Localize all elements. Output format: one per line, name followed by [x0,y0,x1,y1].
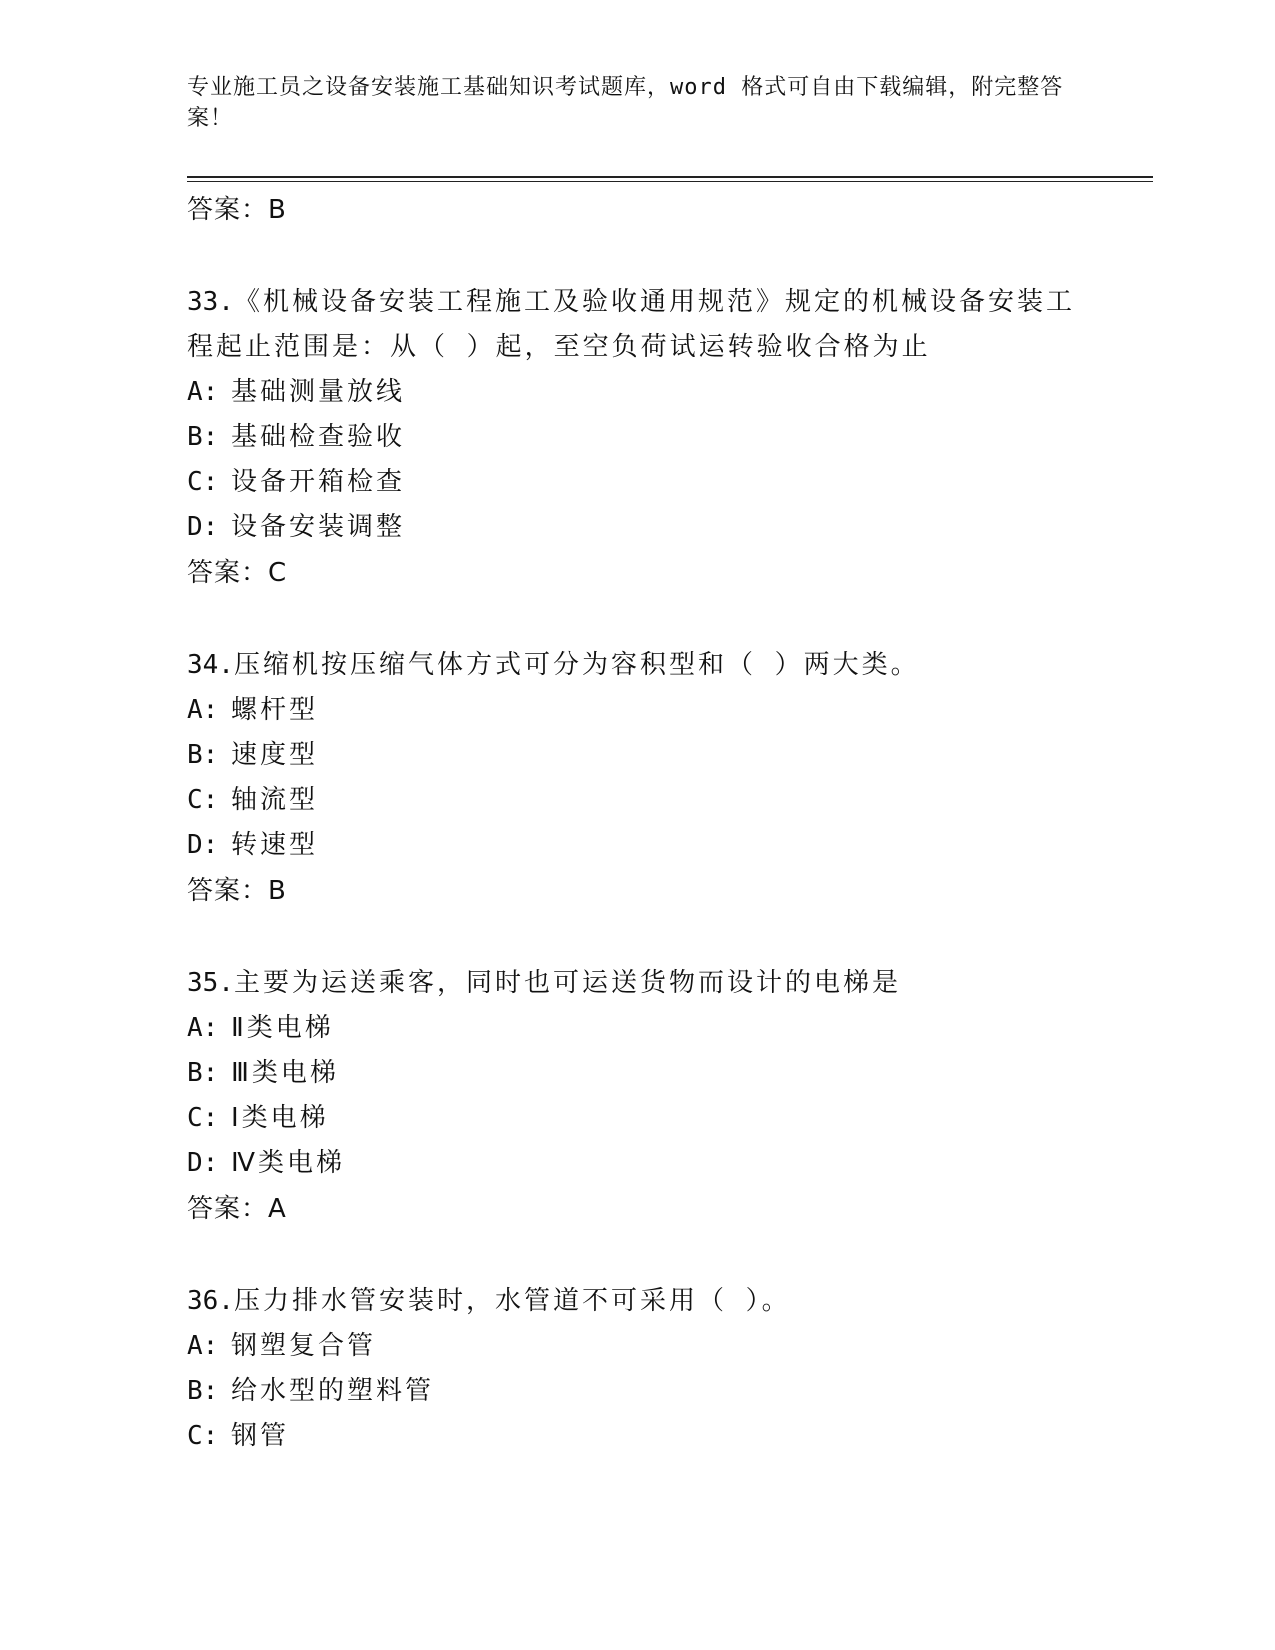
question-33 [187,280,1087,596]
option-text: 轴流型 [231,785,319,815]
option-text: Ⅱ类电梯 [231,1013,334,1043]
option-c [187,778,1087,823]
option-a [187,688,1087,733]
option-d [187,823,1087,868]
option-letter: C: [187,1103,219,1133]
option-text: 基础检查验收 [231,422,406,452]
question-35 [187,961,1087,1232]
option-b [187,733,1087,778]
option-d [187,505,1087,550]
answer-line: 答案：C [187,558,288,588]
option-a [187,1324,1087,1369]
option-letter: C: [187,1421,219,1451]
header-divider-thin [187,181,1153,182]
option-letter: C: [187,467,219,497]
option-a [187,1006,1087,1051]
question-text [187,1279,1087,1324]
question-34 [187,643,1087,914]
option-text: 转速型 [231,830,319,860]
question-body: 主要为运送乘客，同时也可运送货物而设计的电梯是 [233,968,901,998]
option-letter: D: [187,1148,219,1178]
option-letter: A: [187,1013,219,1043]
question-number: 36. [187,1286,234,1316]
option-c [187,460,1087,505]
question-number: 33. [187,287,234,317]
question-list [187,187,1087,1506]
question-body: 压力排水管安装时，水管道不可采用（ ）。 [233,1286,791,1316]
option-text: Ⅰ类电梯 [231,1103,329,1133]
question-number: 34. [187,650,234,680]
question-body: 《机械设备安装工程施工及验收通用规范》规定的机械设备安装工程起止范围是：从（ ）起，至空负荷试运转验收合格为止 [187,287,1075,362]
answer-line: 答案：B [187,876,287,906]
option-letter: B: [187,1058,219,1088]
option-b [187,1369,1087,1414]
option-c [187,1414,1087,1459]
option-text: 速度型 [231,740,319,770]
option-text: 基础测量放线 [231,377,406,407]
option-text: 给水型的塑料管 [231,1376,435,1406]
question-number: 35. [187,968,234,998]
document-header: 专业施工员之设备安装施工基础知识考试题库，word 格式可自由下载编辑，附完整答案！ [187,75,1064,131]
question-text [187,280,1087,370]
answer-line: 答案：A [187,1194,287,1224]
question-body: 压缩机按压缩气体方式可分为容积型和（ ）两大类。 [233,650,920,680]
option-b [187,415,1087,460]
option-c [187,1096,1087,1141]
previous-answer: 答案：B [187,195,287,225]
option-b [187,1051,1087,1096]
option-text: Ⅲ类电梯 [231,1058,339,1088]
option-letter: C: [187,785,219,815]
option-d [187,1141,1087,1186]
question-text [187,961,1087,1006]
header-divider [187,176,1153,178]
option-letter: D: [187,830,219,860]
option-letter: A: [187,695,219,725]
option-a [187,370,1087,415]
option-letter: B: [187,1376,219,1406]
option-letter: B: [187,740,219,770]
option-text: 钢塑复合管 [231,1331,377,1361]
option-letter: A: [187,1331,219,1361]
option-text: 钢管 [231,1421,290,1451]
option-letter: D: [187,512,219,542]
question-36 [187,1279,1087,1459]
option-text: 设备安装调整 [231,512,406,542]
option-text: 设备开箱检查 [231,467,406,497]
option-letter: B: [187,422,219,452]
option-letter: A: [187,377,219,407]
question-text [187,643,1087,688]
option-text: Ⅳ类电梯 [231,1148,345,1178]
option-text: 螺杆型 [231,695,319,725]
